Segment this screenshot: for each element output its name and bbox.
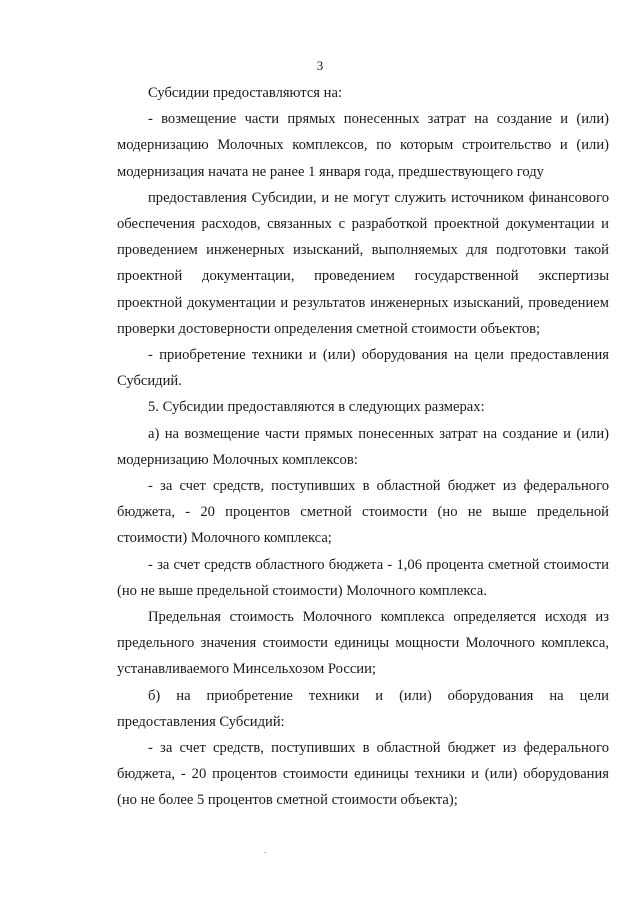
paragraph-reimbursement-item: - возмещение части прямых понесенных затрат на создание и (или) модернизацию Молочных комплексов, по которым строительство и (или) модернизация начата не ранее 1 января года, предшествующего году xyxy=(117,111,609,180)
scan-speck xyxy=(264,852,266,853)
paragraph-federal-20-percent: - за счет средств, поступивших в областной бюджет из федерального бюджета, - 20 процентов сметной стоимости (но не выше предельной стоимости) Молочного комплекса; xyxy=(117,478,609,547)
paragraph-subclause-a: а) на возмещение части прямых понесенных затрат на создание и (или) модернизацию Молочных комплексов: xyxy=(117,425,609,468)
document-body xyxy=(117,80,609,814)
paragraph-equipment-item: - приобретение техники и (или) оборудования на цели предоставления Субсидий. xyxy=(117,347,609,390)
paragraph-limit-cost: Предельная стоимость Молочного комплекса определяется исходя из предельного значения стоимости единицы мощности Молочного комплекса, устанавливаемого Минсельхозом России; xyxy=(117,609,609,678)
page-number: 3 xyxy=(316,58,324,73)
paragraph-regional-1-06-percent: - за счет средств областного бюджета - 1,06 процента сметной стоимости (но не выше предельной стоимости) Молочного комплекса. xyxy=(117,556,609,599)
paragraph-clause-5: 5. Субсидии предоставляются в следующих размерах: xyxy=(148,399,485,416)
paragraph-subclause-b: б) на приобретение техники и (или) оборудования на цели предоставления Субсидий: xyxy=(117,687,609,730)
paragraph-reimbursement-continuation: предоставления Субсидии, и не могут служить источником финансового обеспечения расходов, связанных с разработкой проектной документации и проведением инженерных изысканий, выполняемых для подготовки такой проектной документации, проведением государственной экспертизы проектной документации и результатов инженерных изысканий, проведением проверки достоверности определения сметной стоимости объектов; xyxy=(117,189,609,337)
paragraph-equipment-federal-20-percent: - за счет средств, поступивших в областной бюджет из федерального бюджета, - 20 процентов стоимости единицы техники и (или) оборудования (но не более 5 процентов сметной стоимости объекта); xyxy=(117,740,609,809)
paragraph-subsidies-intro: Субсидии предоставляются на: xyxy=(148,85,343,101)
